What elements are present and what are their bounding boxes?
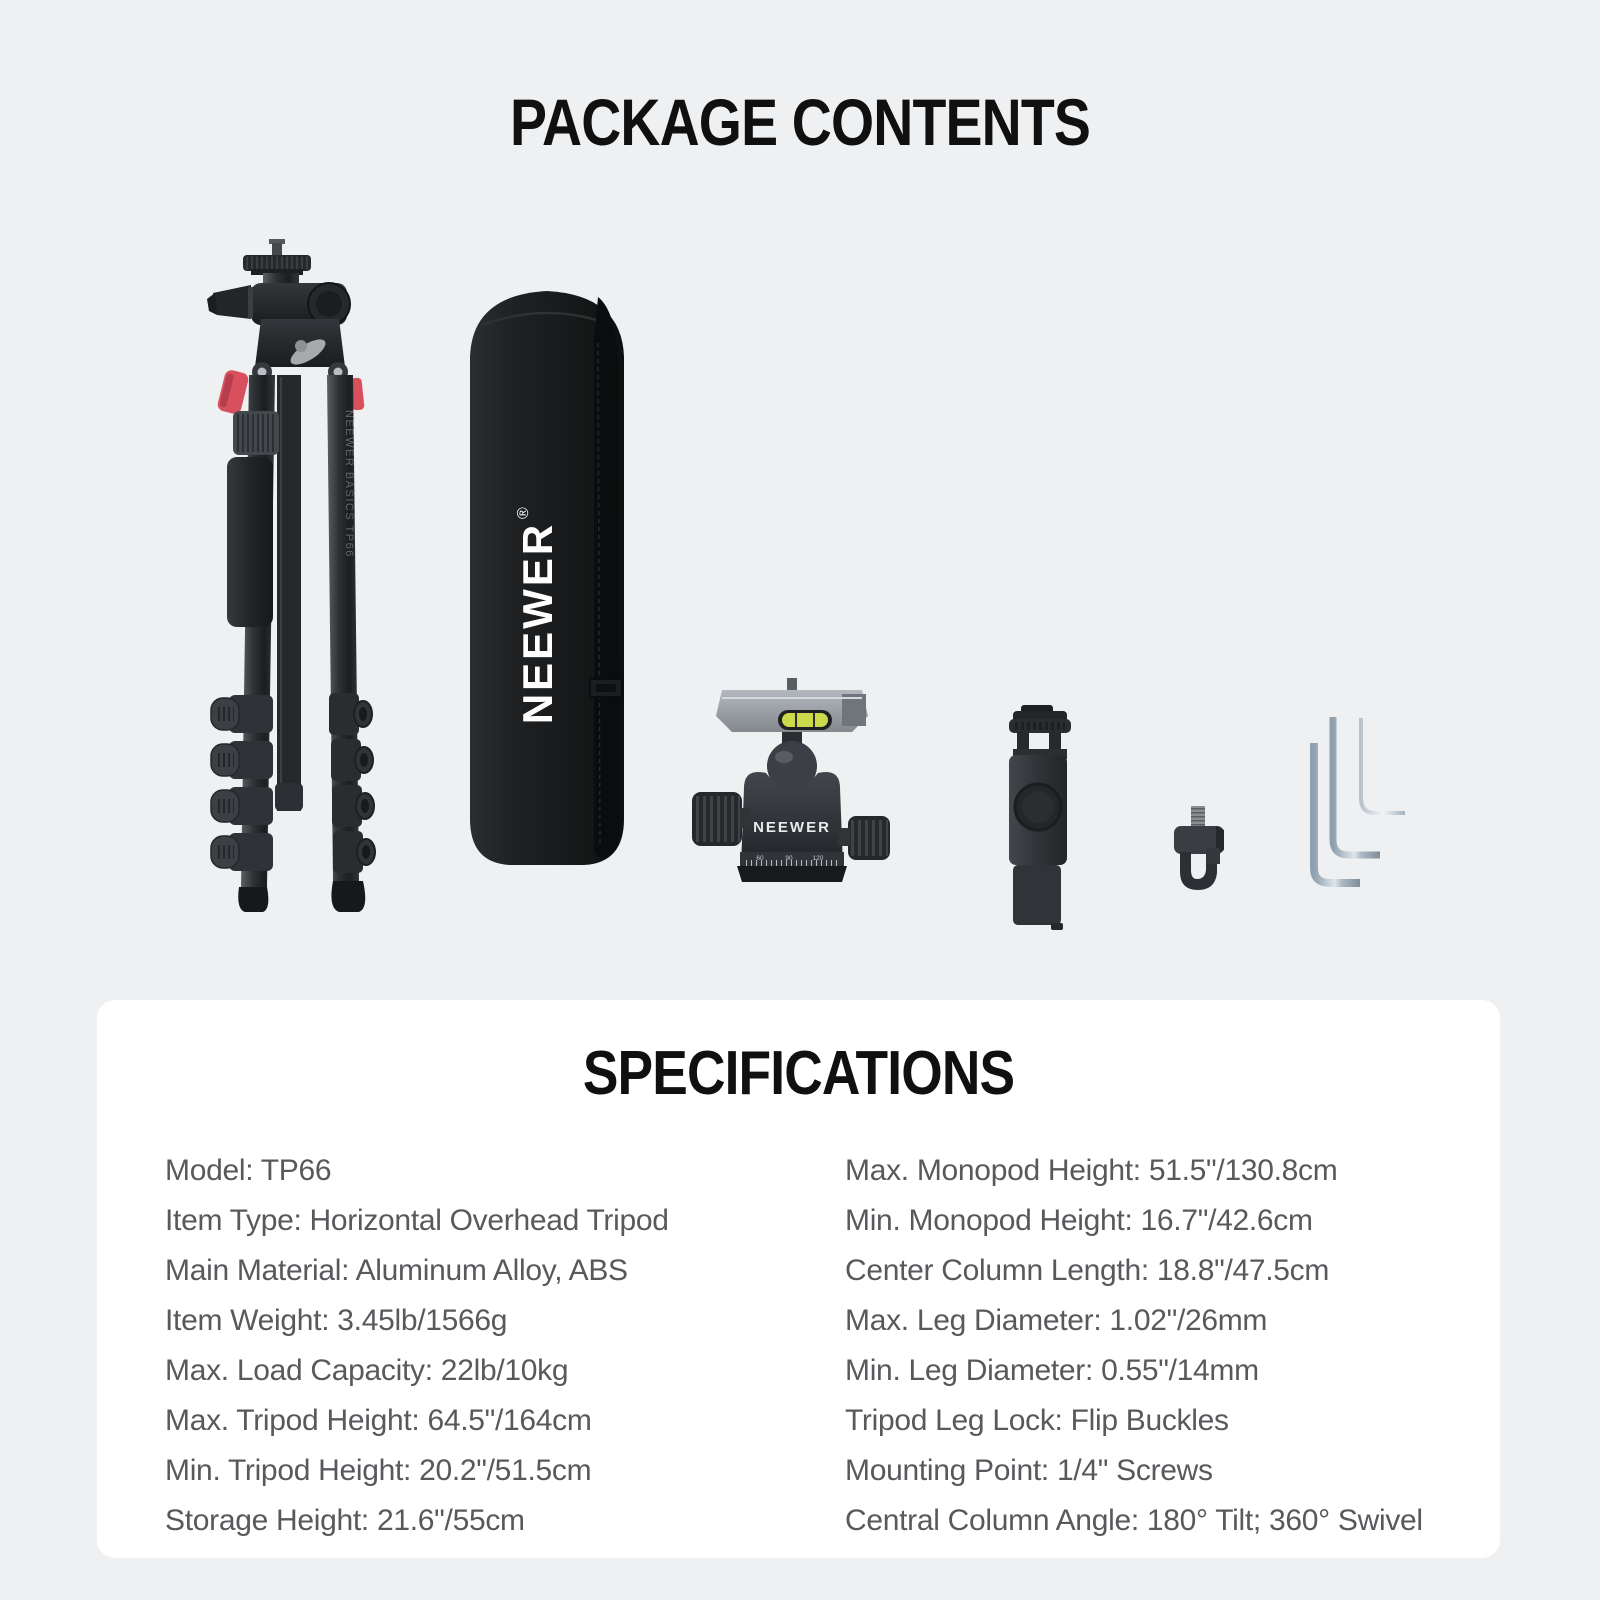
spec-storage-height: Storage Height: 21.6"/55cm	[165, 1504, 525, 1537]
spec-tripod-leg-lock: Tripod Leg Lock: Flip Buckles	[845, 1404, 1229, 1437]
spec-min-leg-diameter: Min. Leg Diameter: 0.55"/14mm	[845, 1354, 1259, 1387]
spec-center-column-length: Center Column Length: 18.8"/47.5cm	[845, 1254, 1330, 1287]
spec-max-tripod-height: Max. Tripod Height: 64.5"/164cm	[165, 1404, 592, 1437]
tripod-leg-text: NEEWER BASICS TP66	[343, 410, 355, 558]
phone-holder-image	[1007, 705, 1079, 930]
spec-min-monopod-height: Min. Monopod Height: 16.7"/42.6cm	[845, 1204, 1313, 1237]
spec-central-column-angle: Central Column Angle: 180° Tilt; 360° Swivel	[845, 1504, 1423, 1537]
ball-head-image	[692, 676, 892, 884]
spec-max-leg-diameter: Max. Leg Diameter: 1.02"/26mm	[845, 1304, 1268, 1337]
hex-wrenches-image	[1300, 710, 1420, 890]
carry-bag-image	[452, 283, 642, 875]
spec-max-load-capacity: Max. Load Capacity: 22lb/10kg	[165, 1354, 569, 1387]
scale-120: 120	[812, 855, 824, 862]
specifications-card	[97, 1000, 1500, 1558]
scale-90: 90	[785, 855, 793, 862]
spec-column-right	[845, 1146, 1485, 1546]
specifications-title: SPECIFICATIONS	[582, 1039, 1015, 1108]
ball-head-logo: NEEWER	[753, 819, 831, 836]
spec-item-type: Item Type: Horizontal Overhead Tripod	[165, 1204, 669, 1237]
bag-logo: NEEWER	[514, 521, 561, 725]
spec-mounting-point: Mounting Point: 1/4" Screws	[845, 1454, 1213, 1487]
page-title: PACKAGE CONTENTS	[509, 85, 1090, 159]
spec-column-left	[165, 1146, 815, 1546]
spec-item-weight: Item Weight: 3.45lb/1566g	[165, 1304, 508, 1337]
spec-main-material: Main Material: Aluminum Alloy, ABS	[165, 1254, 628, 1287]
screw-hook-image	[1168, 800, 1240, 895]
bag-registered-mark: ®	[515, 507, 532, 519]
spec-min-tripod-height: Min. Tripod Height: 20.2"/51.5cm	[165, 1454, 592, 1487]
spec-model: Model: TP66	[165, 1154, 332, 1187]
tripod-image	[205, 225, 395, 915]
spec-max-monopod-height: Max. Monopod Height: 51.5"/130.8cm	[845, 1154, 1338, 1187]
scale-60: 60	[756, 855, 764, 862]
